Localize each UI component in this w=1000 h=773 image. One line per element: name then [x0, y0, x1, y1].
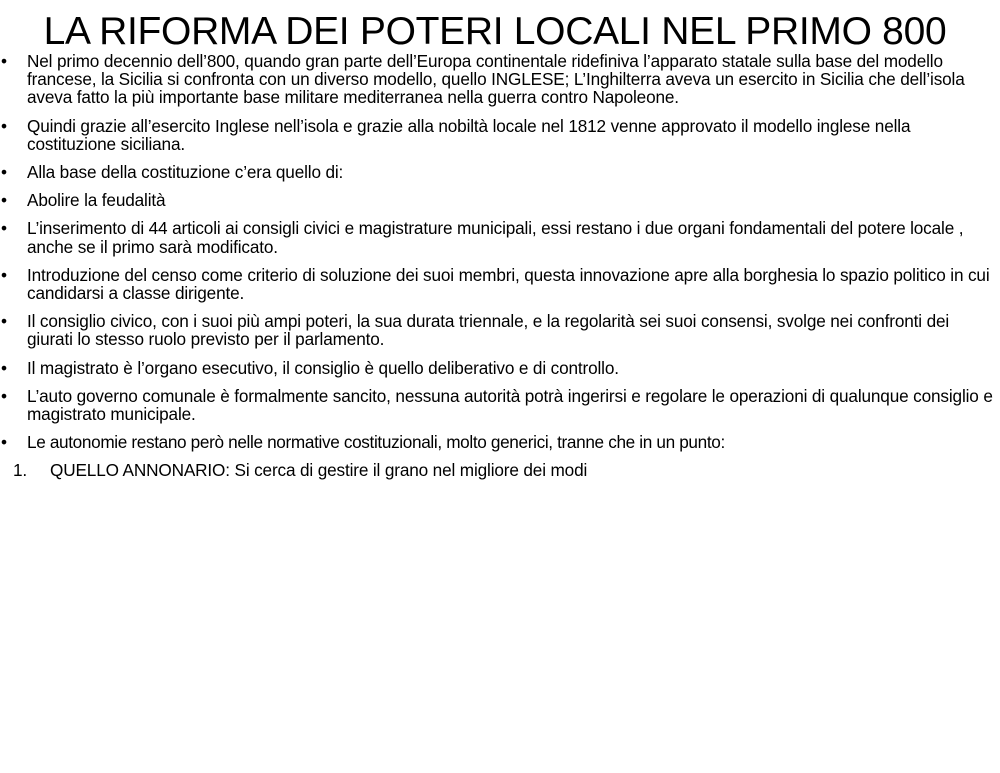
bullet-list: [0, 52, 995, 480]
bullet-text: Abolire la feudalità: [27, 190, 166, 211]
bullet-text: L’auto governo comunale è formalmente sancito, nessuna autorità potrà ingerirsi e regolare le operazioni di qualunque consiglio e magistrato municipale.: [27, 385, 993, 425]
bullet-mark: •: [1, 51, 7, 71]
bullet-mark: •: [1, 311, 7, 332]
bullet-text: Il consiglio civico, con i suoi più ampi poteri, la sua durata triennale, e la regolarità sei suoi consensi, svolge nei confronti dei giurati lo stesso ruolo previsto per il parlamento.: [27, 311, 950, 350]
bullet-item: [0, 433, 995, 451]
bullet-mark: •: [1, 385, 7, 406]
bullet-item: [0, 52, 995, 107]
bullet-text: Introduzione del censo come criterio di soluzione dei suoi membri, questa innovazione apre alla borghesia lo spazio politico in cui candidarsi a classe dirigente.: [27, 264, 990, 304]
bullet-mark: •: [1, 432, 7, 453]
bullet-mark: •: [1, 357, 7, 378]
bullet-mark: •: [1, 115, 7, 136]
bullet-item: [0, 266, 995, 302]
bullet-text: Le autonomie restano però nelle normative costituzionali, molto generici, tranne che in un punto:: [27, 432, 725, 453]
bullet-item: [0, 163, 995, 181]
slide-title: LA RIFORMA DEI POTERI LOCALI NEL PRIMO 800: [43, 10, 947, 53]
bullet-item: [0, 191, 995, 209]
bullet-text: Alla base della costituzione c’era quello di:: [27, 162, 344, 183]
bullet-item: [0, 219, 995, 255]
bullet-mark: •: [1, 162, 7, 183]
bullet-item: [0, 312, 995, 348]
numbered-text: QUELLO ANNONARIO: Si cerca di gestire il grano nel migliore dei modi: [50, 460, 588, 481]
bullet-mark: •: [1, 190, 7, 211]
number-mark: 1.: [13, 460, 28, 481]
bullet-item: [0, 359, 995, 377]
bullet-mark: •: [1, 218, 7, 239]
bullet-text: Quindi grazie all’esercito Inglese nell’isola e grazie alla nobiltà locale nel 1812 venne approvato il modello inglese nella costituzione siciliana.: [27, 115, 911, 154]
bullet-text: L’inserimento di 44 articoli ai consigli civici e magistrature municipali, essi restano i due organi fondamentali del potere locale , anche se il primo sarà modificato.: [27, 218, 964, 257]
bullet-text: Nel primo decennio dell’800, quando gran parte dell’Europa continentale ridefiniva l’apparato statale sulla base del modello francese, la Sicilia si confronta con un diverso modello, quello INGLESE; L’Inghilterra aveva un esercito in Sicilia che dell’isola aveva fatto la più importante base militare mediterranea nella guerra contro Napoleone.: [27, 51, 965, 108]
numbered-item: [0, 461, 995, 479]
bullet-item: [0, 117, 995, 153]
bullet-mark: •: [1, 264, 7, 285]
bullet-text: Il magistrato è l’organo esecutivo, il consiglio è quello deliberativo e di controllo.: [27, 357, 619, 378]
bullet-item: [0, 387, 995, 423]
